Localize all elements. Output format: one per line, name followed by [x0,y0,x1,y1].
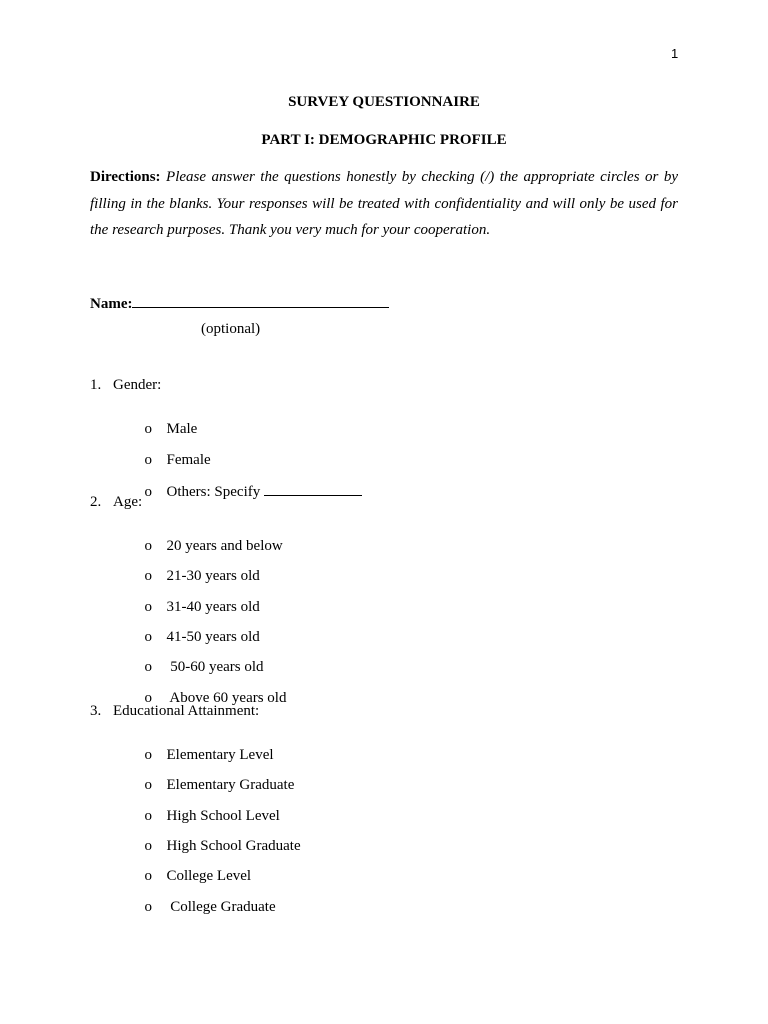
option-label: Elementary Graduate [166,777,295,793]
option-label: 50-60 years old [166,659,264,675]
question-number: 2. [90,494,102,510]
radio-circle-icon[interactable]: o [144,747,152,763]
option-label: 41-50 years old [166,629,260,645]
radio-circle-icon[interactable]: o [144,838,152,854]
option-age-21-30[interactable] [137,551,260,585]
radio-circle-icon[interactable]: o [144,538,152,554]
name-field [90,293,389,313]
option-label: College Level [166,868,252,884]
question-age [90,494,142,511]
radio-circle-icon[interactable]: o [144,484,152,500]
question-label: Age: [113,494,143,510]
radio-circle-icon[interactable]: o [144,568,152,584]
option-label: High School Level [166,808,280,824]
page-number: 1 [671,46,679,61]
option-age-50-60[interactable] [137,642,264,676]
name-label: Name: [90,296,133,312]
radio-circle-icon[interactable]: o [144,868,152,884]
option-high-school-graduate[interactable] [137,821,301,855]
radio-circle-icon[interactable]: o [144,690,152,706]
radio-circle-icon[interactable]: o [144,808,152,824]
question-label: Educational Attainment: [113,703,260,719]
question-number: 3. [90,703,102,719]
option-high-school-level[interactable] [137,791,280,825]
radio-circle-icon[interactable]: o [144,899,152,915]
radio-circle-icon[interactable]: o [144,629,152,645]
option-age-31-40[interactable] [137,582,260,616]
radio-circle-icon[interactable]: o [144,777,152,793]
option-label: Others: Specify [166,484,264,500]
option-college-level[interactable] [137,851,251,885]
directions-paragraph [90,164,678,244]
question-number: 1. [90,377,102,393]
directions-text: Please answer the questions honestly by checking (/) the appropriate circles or by filling in the blanks. Your responses will be treated with confidentiality and will only be used for the research purposes. Thank you very much for your cooperation. [90,169,679,238]
option-female[interactable] [137,435,211,469]
option-age-above-60[interactable] [137,673,286,707]
section-title: PART I: DEMOGRAPHIC PROFILE [261,132,507,148]
directions-label: Directions: [90,169,161,185]
option-others[interactable] [137,465,362,501]
radio-circle-icon[interactable]: o [144,599,152,615]
option-label: High School Graduate [166,838,301,854]
option-elementary-level[interactable] [137,730,274,764]
option-male[interactable] [137,404,197,438]
option-label: Female [166,452,211,468]
option-age-20-below[interactable] [137,521,283,555]
radio-circle-icon[interactable]: o [144,452,152,468]
question-gender [90,377,161,394]
page-title: SURVEY QUESTIONNAIRE [288,94,480,110]
option-elementary-graduate[interactable] [137,760,294,794]
specify-blank[interactable] [264,482,362,496]
option-label: 31-40 years old [166,599,260,615]
option-label: Above 60 years old [166,690,287,706]
name-blank[interactable] [132,293,389,308]
option-age-41-50[interactable] [137,612,260,646]
name-optional-note: (optional) [201,321,261,337]
radio-circle-icon[interactable]: o [144,421,152,437]
option-label: 20 years and below [166,538,283,554]
question-label: Gender: [113,377,162,393]
option-label: Male [166,421,198,437]
option-label: Elementary Level [166,747,274,763]
option-label: College Graduate [166,899,276,915]
option-college-graduate[interactable] [137,882,276,916]
option-label: 21-30 years old [166,568,260,584]
question-education [90,703,259,720]
radio-circle-icon[interactable]: o [144,659,152,675]
